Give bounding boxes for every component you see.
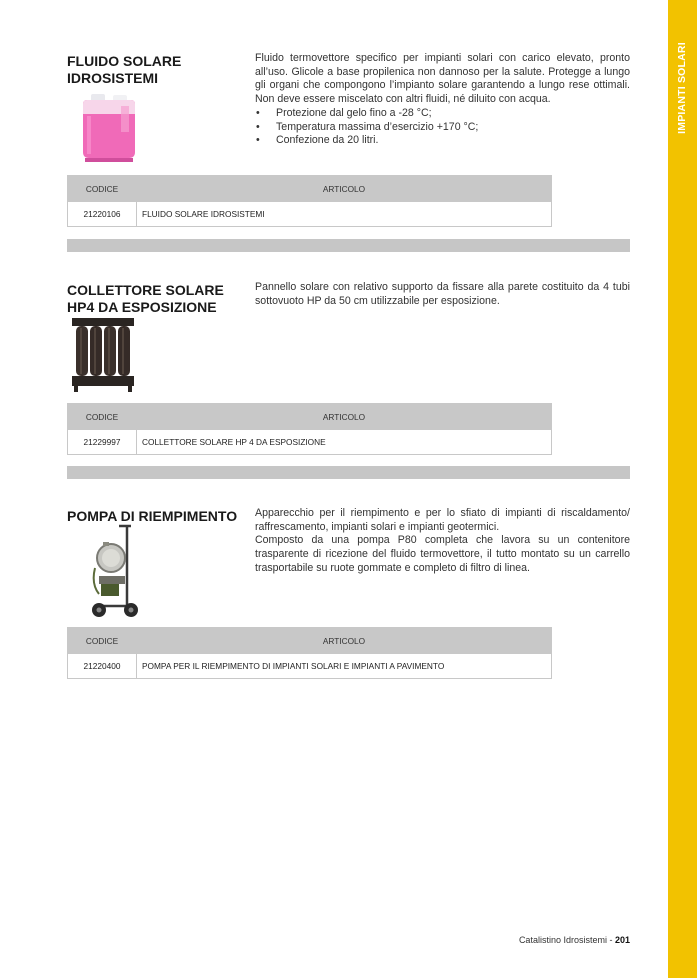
bullet-item: • Confezione da 20 litri. <box>255 134 630 148</box>
section-sidebar <box>668 0 697 978</box>
description-text: Fluido termovettore specifico per impianti solari con carico elevato, pronto all’uso. Glicole a base propilenica non dannoso per la salute. Protegge a lungo gli organi che compongono l’impianto solare garantendo a lungo rese ottimali. Non deve essere miscelato con altri fluidi, né diluito con acqua. <box>255 52 630 106</box>
product-title: FLUIDO SOLARE IDROSISTEMI <box>67 53 182 86</box>
article-name: FLUIDO SOLARE IDROSISTEMI <box>137 202 552 227</box>
table-row <box>68 654 552 679</box>
table-header-row <box>68 404 552 430</box>
article-code: 21220106 <box>68 202 137 227</box>
column-header-code: CODICE <box>68 628 137 654</box>
filling-pump-cart-icon <box>91 524 141 618</box>
article-table <box>67 403 552 455</box>
bullet-item: • Temperatura massima d’esercizio +170 °C; <box>255 121 630 135</box>
page-number: 201 <box>614 935 630 945</box>
footer-text: Catalistino Idrosistemi - <box>518 935 615 945</box>
product-description <box>255 507 630 576</box>
table-header-row <box>68 628 552 654</box>
table-row <box>68 202 552 227</box>
column-header-article: ARTICOLO <box>137 176 552 202</box>
article-name: POMPA PER IL RIEMPIMENTO DI IMPIANTI SOLARI E IMPIANTI A PAVIMENTO <box>137 654 552 679</box>
product-collettore-solare <box>67 281 630 451</box>
column-header-article: ARTICOLO <box>137 404 552 430</box>
solar-collector-tubes-icon <box>70 316 136 392</box>
description-text: Pannello solare con relativo supporto da fissare alla parete costituito da 4 tubi sottovuoto HP da 50 cm utilizzabile per esposizione. <box>255 281 630 307</box>
article-code: 21229997 <box>68 430 137 455</box>
column-header-code: CODICE <box>68 176 137 202</box>
bullet-item: • Protezione dal gelo fino a -28 °C; <box>255 107 630 121</box>
description-text: Apparecchio per il riempimento e per lo sfiato di impianti di riscaldamento/ raffrescamento, impianti solari e impianti geotermici. <box>255 507 630 533</box>
product-pompa-riempimento <box>67 507 630 677</box>
table-row <box>68 430 552 455</box>
section-label: IMPIANTI SOLARI <box>676 42 688 134</box>
description-text: Composto da una pompa P80 completa che lavora su un contenitore trasparente di ricezione del fluido termovettore, il tutto montato su un carrello trasportabile su ruote gommate e completo di filtro di linea. <box>255 534 630 574</box>
column-header-code: CODICE <box>68 404 137 430</box>
table-header-row <box>68 176 552 202</box>
section-divider <box>67 466 630 479</box>
pink-fluid-canister-icon <box>77 92 141 164</box>
section-divider <box>67 239 630 252</box>
column-header-article: ARTICOLO <box>137 628 552 654</box>
product-description <box>255 281 630 308</box>
page-footer <box>519 935 630 945</box>
product-description <box>255 52 630 148</box>
article-name: COLLETTORE SOLARE HP 4 DA ESPOSIZIONE <box>137 430 552 455</box>
article-code: 21220400 <box>68 654 137 679</box>
article-table <box>67 175 552 227</box>
product-title: COLLETTORE SOLARE HP4 DA ESPOSIZIONE <box>67 282 224 315</box>
product-fluido-solare <box>67 52 630 227</box>
article-table <box>67 627 552 679</box>
product-title: POMPA DI RIEMPIMENTO <box>67 508 238 524</box>
